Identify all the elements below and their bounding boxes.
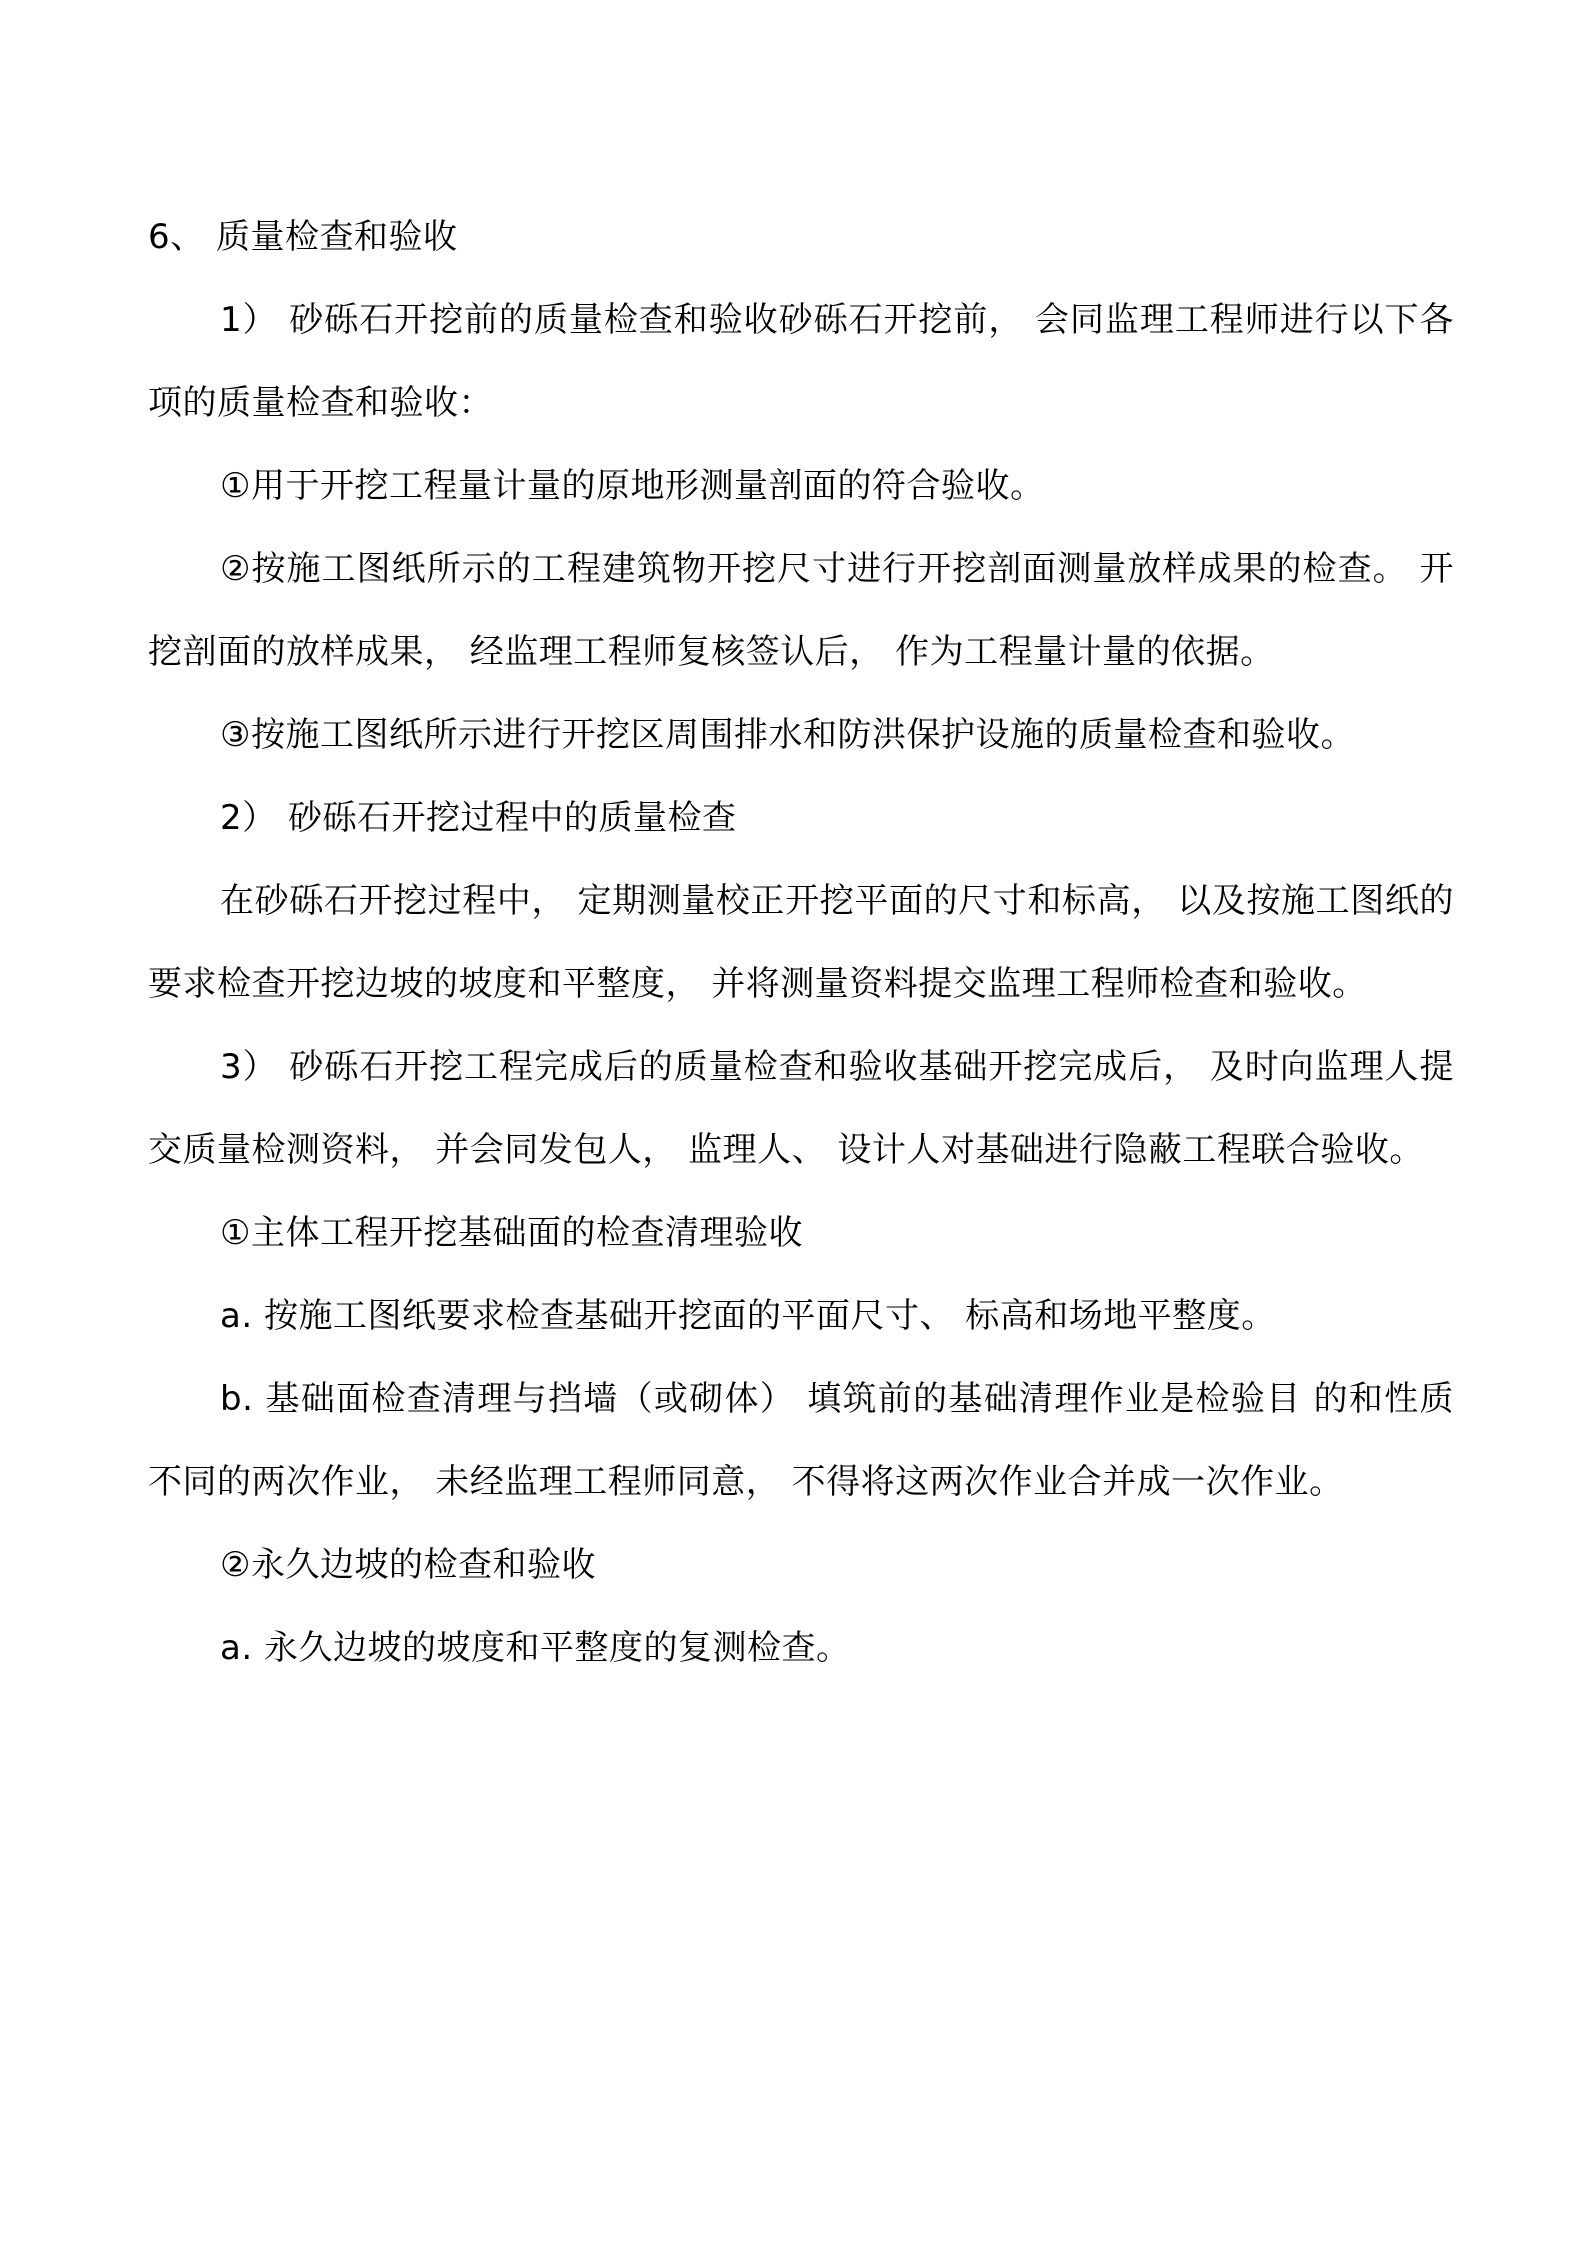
paragraph-item-b-foundation-cleaning: b. 基础面检查清理与挡墙（或砌体） 填筑前的基础清理作业是检验目 的和性质不同的两次作业， 未经监理工程师同意， 不得将这两次作业合并成一次作业。 — [148, 1379, 1454, 1502]
paragraph-during-excavation-heading: 2） 砂砾石开挖过程中的质量检查 — [220, 798, 737, 838]
section-heading: 6、 质量检查和验收 — [148, 217, 458, 257]
paragraph-item-2-layout-check: ②按施工图纸所示的工程建筑物开挖尺寸进行开挖剖面测量放样成果的检查。 开挖剖面的放样成果， 经监理工程师复核签认后， 作为工程量计量的依据。 — [148, 549, 1454, 672]
paragraph-during-excavation-body: 在砂砾石开挖过程中， 定期测量校正开挖平面的尺寸和标高， 以及按施工图纸的要求检查开挖边坡的坡度和平整度， 并将测量资料提交监理工程师检查和验收。 — [148, 881, 1454, 1004]
paragraph-pre-excavation-inspection: 1） 砂砾石开挖前的质量检查和验收砂砾石开挖前， 会同监理工程师进行以下各项的质量检查和验收： — [148, 300, 1454, 423]
paragraph-permanent-slope-heading: ②永久边坡的检查和验收 — [220, 1545, 596, 1585]
document-body — [148, 196, 1454, 1690]
paragraph-item-1-terrain-survey: ①用于开挖工程量计量的原地形测量剖面的符合验收。 — [220, 466, 1045, 506]
paragraph-post-excavation-inspection: 3） 砂砾石开挖工程完成后的质量检查和验收基础开挖完成后， 及时向监理人提交质量检测资料， 并会同发包人， 监理人、 设计人对基础进行隐蔽工程联合验收。 — [148, 1047, 1454, 1170]
paragraph-item-3-drainage-check: ③按施工图纸所示进行开挖区周围排水和防洪保护设施的质量检查和验收。 — [220, 715, 1355, 755]
paragraph-item-a-slope-recheck: a. 永久边坡的坡度和平整度的复测检查。 — [220, 1628, 851, 1668]
paragraph-foundation-surface-heading: ①主体工程开挖基础面的检查清理验收 — [220, 1213, 803, 1253]
paragraph-item-a-foundation-dimensions: a. 按施工图纸要求检查基础开挖面的平面尺寸、 标高和场地平整度。 — [220, 1296, 1276, 1336]
